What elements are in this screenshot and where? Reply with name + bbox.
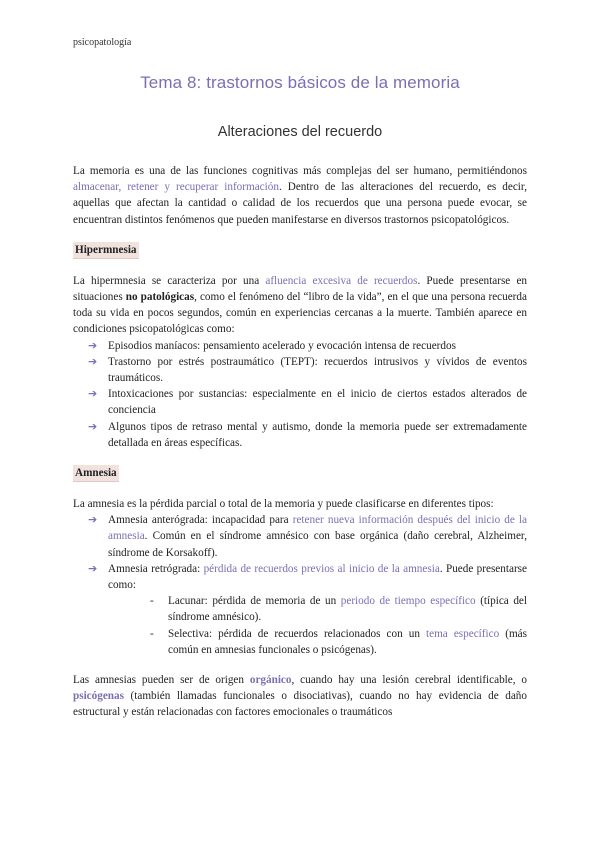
highlight-text: afluencia excesiva de recuerdos — [265, 274, 418, 287]
dash-marker: - — [150, 595, 154, 608]
text: La memoria es una de las funciones cognitivas más complejas del ser humano, permitiéndonos — [73, 165, 527, 177]
arrow-icon: ➔ — [88, 513, 98, 527]
arrow-icon: ➔ — [88, 354, 98, 368]
highlight-text: retener nueva información después del inicio de la amnesia — [108, 514, 528, 543]
heading-label: Amnesia — [73, 465, 119, 482]
sublist-item — [108, 626, 527, 658]
text: . Dentro de las alteraciones del recuerdo, es decir, aquellas que afectan la cantidad o calidad de los recuerdos que una persona puede evocar, se encuentran distintos fenómenos que pueden manifestarse en diversos trastornos psicopatológicos. — [73, 181, 527, 226]
hipermnesia-heading — [73, 242, 527, 259]
amnesia-list — [73, 512, 527, 658]
list-item — [73, 561, 527, 658]
text: (más común en amnesias funcionales o psicógenas). — [168, 627, 527, 656]
section-title: Alteraciones del recuerdo — [217, 124, 383, 140]
text: Las amnesias pueden ser de origen — [73, 674, 250, 687]
highlight-text: pérdida de recuerdos previos al inicio de la amnesia — [203, 562, 440, 575]
retrograda-sublist — [108, 593, 527, 658]
text: (típica del síndrome amnésico). — [168, 595, 527, 624]
bold-highlight-text: psicógenas — [73, 690, 124, 703]
hipermnesia-list — [73, 338, 527, 451]
list-item-text: Algunos tipos de retraso mental y autismo, donde la memoria puede ser extremadamente detallada en áreas específicas. — [108, 420, 527, 449]
text: , como el fenómeno del “libro de la vida”, en el que una persona recuerda toda su vida en pocos segundos, común en experiencias cercanas a la muerte. También aparece en condiciones psicopatológicas como: — [73, 291, 527, 336]
document-body — [73, 163, 527, 721]
text: Lacunar: pérdida de memoria de un — [168, 595, 341, 608]
hipermnesia-paragraph — [73, 273, 527, 338]
text: La hipermnesia se caracteriza por una — [73, 274, 266, 287]
list-item — [73, 512, 527, 561]
highlight-text: periodo de tiempo específico — [340, 595, 476, 608]
page-title: Tema 8: trastornos básicos de la memoria — [140, 73, 460, 92]
arrow-icon: ➔ — [88, 419, 98, 433]
sublist-item — [108, 593, 527, 625]
text: . Común en el síndrome amnésico con base orgánica (daño cerebral, Alzheimer, síndrome de Korsakoff). — [108, 530, 527, 559]
intro-paragraph — [73, 163, 527, 228]
list-item — [73, 354, 527, 386]
amnesia-heading — [73, 465, 527, 482]
list-item — [73, 386, 527, 418]
list-item-text: Episodios maníacos: pensamiento acelerado y evocación intensa de recuerdos — [108, 339, 456, 352]
heading-label: Hipermnesia — [73, 242, 139, 259]
text: Amnesia retrógrada: — [108, 562, 204, 575]
list-item — [73, 338, 527, 354]
arrow-icon: ➔ — [88, 561, 98, 575]
text: . Puede presentarse en situaciones — [73, 274, 528, 304]
list-item — [73, 419, 527, 451]
dash-marker: - — [150, 627, 154, 640]
text: . Puede presentarse como: — [108, 562, 527, 592]
text: Amnesia anterógrada: incapacidad para — [108, 514, 293, 527]
running-header: psicopatología — [73, 37, 132, 48]
amnesia-origin-paragraph — [73, 672, 527, 721]
amnesia-intro: La amnesia es la pérdida parcial o total de la memoria y puede clasificarse en diferentes tipos: — [73, 498, 494, 511]
arrow-icon: ➔ — [88, 338, 98, 352]
bold-highlight-text: orgánico — [249, 674, 292, 687]
list-item-text: Intoxicaciones por sustancias: especialmente en el inicio de ciertos estados alterados de conciencia — [108, 388, 527, 417]
arrow-icon: ➔ — [88, 387, 98, 401]
text: (también llamadas funcionales o disociativas), cuando no hay evidencia de daño estructural y están relacionadas con factores emocionales o traumáticos — [73, 690, 527, 719]
highlight-text: almacenar, retener y recuperar información — [73, 181, 279, 194]
list-item-text: Trastorno por estrés postraumático (TEPT): recuerdos intrusivos y vívidos de eventos traumáticos. — [108, 355, 527, 385]
bold-text: no patológicas — [125, 291, 195, 304]
text: , cuando hay una lesión cerebral identificable, o — [291, 674, 528, 687]
highlight-text: tema específico — [426, 627, 500, 640]
text: Selectiva: pérdida de recuerdos relacionados con un — [168, 627, 427, 640]
